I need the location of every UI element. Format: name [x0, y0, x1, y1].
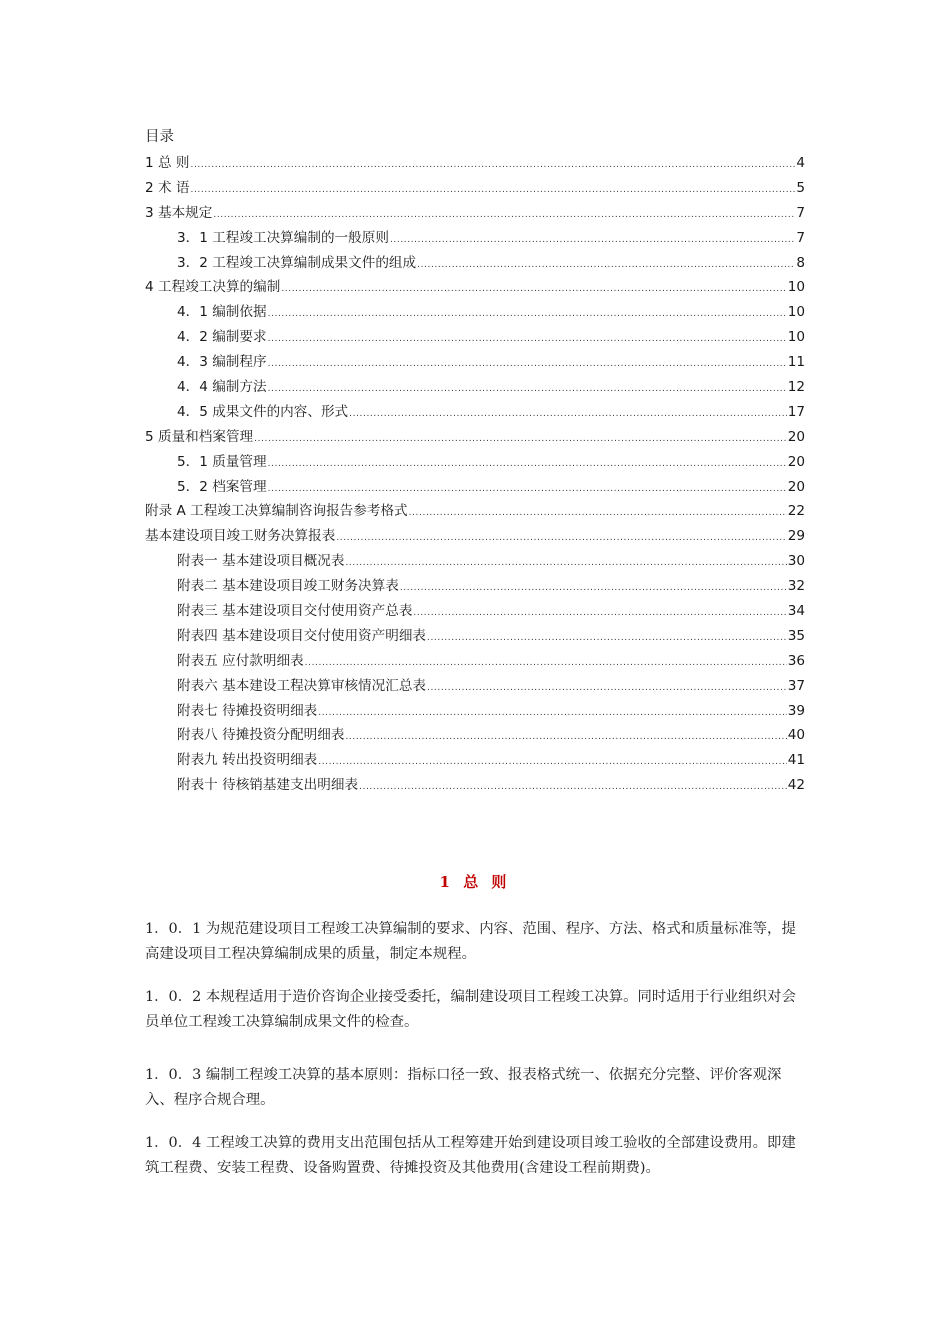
toc-entry-label: 5．1 质量管理 [177, 453, 267, 470]
toc-entry-page-number: 30 [787, 553, 805, 570]
toc-entry-page-number: 42 [787, 777, 805, 794]
toc-entry[interactable] [145, 599, 805, 624]
toc-leader-dots [190, 153, 795, 178]
toc-leader-dots [359, 775, 787, 800]
toc-entry[interactable] [145, 300, 805, 325]
toc-entry-label: 4．3 编制程序 [177, 354, 267, 371]
paragraph-1-0-1: 1．0．1 为规范建设项目工程竣工决算编制的要求、内容、范围、程序、方法、格式和质量标准等，提高建设项目工程决算编制成果的质量，制定本规程。 [145, 921, 796, 962]
toc-entry[interactable] [145, 450, 805, 475]
toc-entry-label: 附表十 待核销基建支出明细表 [177, 777, 359, 794]
toc-entry[interactable] [145, 524, 805, 549]
toc-leader-dots [268, 302, 787, 327]
toc-leader-dots [345, 725, 786, 750]
toc-entry[interactable] [145, 748, 805, 773]
toc-entry-label: 4 工程竣工决算的编制 [145, 279, 281, 296]
toc-entry-label: 附表八 待摊投资分配明细表 [177, 727, 345, 744]
toc-entry[interactable] [145, 275, 805, 300]
toc-leader-dots [305, 651, 787, 676]
toc-entry-label: 5 质量和档案管理 [145, 428, 254, 445]
toc-entry-page-number: 10 [787, 329, 805, 346]
toc-entry[interactable] [145, 400, 805, 425]
toc-entry-page-number: 4 [796, 155, 805, 171]
toc-leader-dots [254, 427, 787, 452]
toc-entry[interactable] [145, 475, 805, 500]
toc-entry-label: 附表九 转出投资明细表 [177, 752, 318, 769]
toc-entry-page-number: 41 [787, 752, 805, 769]
toc-leader-dots [190, 178, 795, 203]
toc-leader-dots [417, 253, 795, 278]
toc-leader-dots [213, 203, 795, 228]
toc-entry-page-number: 37 [787, 677, 805, 694]
toc-entry[interactable] [145, 325, 805, 350]
toc-leader-dots [349, 402, 787, 427]
table-of-contents [145, 151, 805, 798]
toc-entry-label: 附表二 基本建设项目竣工财务决算表 [177, 578, 399, 595]
toc-entry-label: 基本建设项目竣工财务决算报表 [145, 528, 336, 545]
toc-title: 目录 [145, 129, 174, 145]
toc-entry[interactable] [145, 773, 805, 798]
toc-entry-label: 4．2 编制要求 [177, 329, 267, 346]
toc-leader-dots [318, 750, 786, 775]
toc-entry[interactable] [145, 251, 805, 276]
toc-entry[interactable] [145, 649, 805, 674]
toc-entry-page-number: 34 [787, 603, 805, 620]
toc-entry-label: 3 基本规定 [145, 204, 213, 221]
toc-entry-page-number: 20 [787, 478, 805, 495]
toc-leader-dots [268, 327, 787, 352]
toc-entry-label: 4．4 编制方法 [177, 379, 267, 396]
toc-entry[interactable] [145, 350, 805, 375]
toc-entry-label: 附表六 基本建设工程决算审核情况汇总表 [177, 677, 427, 694]
toc-entry-page-number: 8 [796, 254, 805, 271]
toc-entry-page-number: 32 [787, 578, 805, 595]
toc-entry-label: 附表七 待摊投资明细表 [177, 702, 318, 719]
toc-leader-dots [336, 526, 786, 551]
toc-entry-page-number: 22 [787, 503, 805, 520]
toc-entry-label: 附录 A 工程竣工决算编制咨询报告参考格式 [145, 503, 408, 520]
toc-entry[interactable] [145, 151, 805, 176]
toc-entry-label: 附表三 基本建设项目交付使用资产总表 [177, 603, 413, 620]
toc-entry[interactable] [145, 549, 805, 574]
toc-leader-dots [427, 626, 787, 651]
toc-entry-label: 4．1 编制依据 [177, 304, 267, 321]
toc-entry-label: 2 术 语 [145, 179, 190, 196]
toc-entry[interactable] [145, 574, 805, 599]
toc-entry[interactable] [145, 699, 805, 724]
toc-entry[interactable] [145, 201, 805, 226]
toc-entry-page-number: 35 [787, 627, 805, 644]
toc-leader-dots [268, 377, 787, 402]
toc-leader-dots [409, 501, 787, 526]
toc-leader-dots [345, 551, 786, 576]
toc-leader-dots [390, 228, 795, 253]
toc-entry[interactable] [145, 375, 805, 400]
toc-entry-page-number: 10 [787, 304, 805, 321]
toc-entry-page-number: 36 [787, 652, 805, 669]
toc-entry[interactable] [145, 176, 805, 201]
toc-entry-label: 4．5 成果文件的内容、形式 [177, 403, 349, 420]
toc-entry[interactable] [145, 425, 805, 450]
toc-entry-page-number: 5 [796, 179, 805, 196]
toc-entry-page-number: 10 [787, 279, 805, 296]
toc-entry-page-number: 39 [787, 702, 805, 719]
toc-entry-page-number: 20 [787, 428, 805, 445]
toc-entry-page-number: 17 [787, 403, 805, 420]
paragraph-1-0-4: 1．0．4 工程竣工决算的费用支出范围包括从工程筹建开始到建设项目竣工验收的全部建设费用。即建筑工程费、安装工程费、设备购置费、待摊投资及其他费用(含建设工程前期费)。 [145, 1135, 796, 1176]
toc-leader-dots [268, 352, 787, 377]
chapter-title: 1 总 则 [439, 873, 511, 891]
toc-entry[interactable] [145, 723, 805, 748]
toc-leader-dots [268, 477, 787, 502]
toc-leader-dots [268, 452, 787, 477]
toc-leader-dots [427, 676, 787, 701]
toc-entry-page-number: 7 [796, 229, 805, 246]
toc-entry-page-number: 40 [787, 727, 805, 744]
toc-entry-page-number: 29 [787, 528, 805, 545]
toc-entry[interactable] [145, 674, 805, 699]
toc-entry-label: 1 总 则 [145, 155, 190, 171]
toc-entry-page-number: 20 [787, 453, 805, 470]
toc-entry-page-number: 11 [787, 354, 805, 371]
toc-leader-dots [318, 701, 786, 726]
toc-leader-dots [400, 576, 787, 601]
toc-leader-dots [413, 601, 786, 626]
toc-entry[interactable] [145, 226, 805, 251]
toc-leader-dots [281, 277, 786, 302]
toc-entry-label: 3．2 工程竣工决算编制成果文件的组成 [177, 254, 417, 271]
toc-entry[interactable] [145, 499, 805, 524]
paragraph-1-0-2: 1．0．2 本规程适用于造价咨询企业接受委托，编制建设项目工程竣工决算。同时适用于行业组织对会员单位工程竣工决算编制成果文件的检查。 [145, 989, 796, 1030]
toc-entry-label: 附表一 基本建设项目概况表 [177, 553, 345, 570]
toc-entry-label: 5．2 档案管理 [177, 478, 267, 495]
toc-entry-label: 3．1 工程竣工决算编制的一般原则 [177, 229, 389, 246]
toc-entry-label: 附表四 基本建设项目交付使用资产明细表 [177, 627, 427, 644]
toc-entry-label: 附表五 应付款明细表 [177, 652, 304, 669]
toc-entry-page-number: 7 [796, 204, 805, 221]
toc-entry-page-number: 12 [787, 379, 805, 396]
toc-entry[interactable] [145, 624, 805, 649]
paragraph-1-0-3: 1．0．3 编制工程竣工决算的基本原则：指标口径一致、报表格式统一、依据充分完整、评价客观深入、程序合规合理。 [145, 1067, 782, 1108]
